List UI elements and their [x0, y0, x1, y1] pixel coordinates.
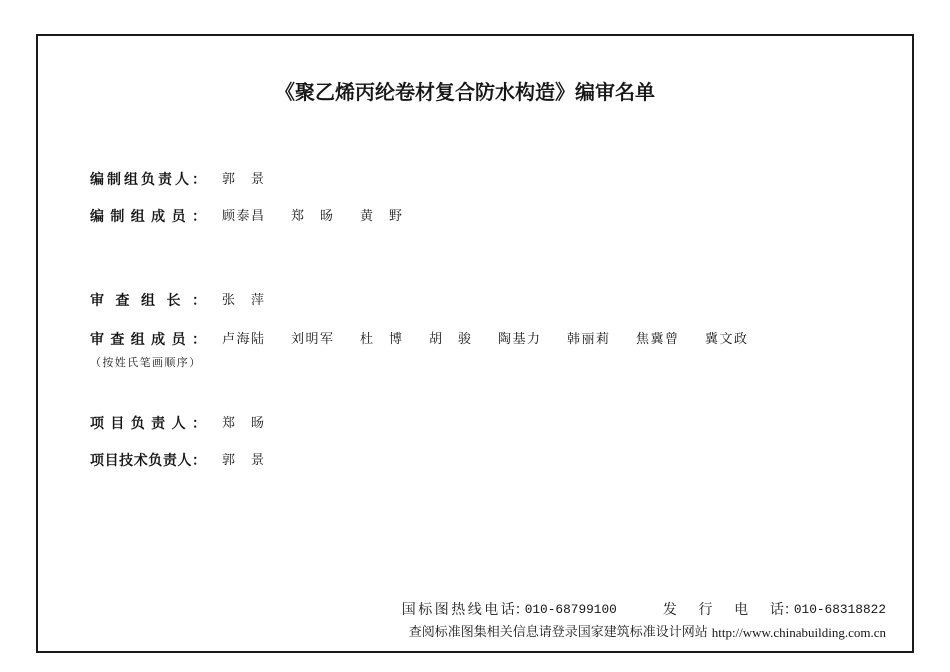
justified-text: [222, 291, 264, 311]
project-leader-label: [90, 414, 206, 434]
glyph: 萍: [250, 293, 264, 308]
glyph: 黄: [360, 209, 374, 224]
compilation-member-name: [222, 207, 264, 227]
glyph: 刘: [291, 332, 305, 347]
justified-text: [360, 330, 402, 350]
compilation-members-row: [90, 207, 429, 227]
glyph: 莉: [595, 332, 609, 347]
glyph: 话: [769, 602, 784, 618]
review-member-name: [636, 330, 678, 350]
justified-text: [567, 330, 609, 350]
glyph: 热: [451, 602, 466, 618]
justified-text: [90, 170, 206, 190]
glyph: 员: [171, 209, 186, 225]
glyph: 长: [166, 293, 181, 309]
review-leader-names: [222, 291, 291, 311]
justified-text: [498, 330, 540, 350]
glyph: 组: [130, 332, 145, 348]
glyph: 审: [90, 332, 104, 348]
compilation-member-name: [360, 207, 402, 227]
glyph: ：: [191, 453, 206, 469]
glyph: 曾: [664, 332, 678, 347]
justified-text: [291, 207, 333, 227]
footer-website-line: [409, 624, 886, 642]
glyph: 标: [418, 602, 433, 618]
justified-text: [429, 330, 471, 350]
glyph: 张: [222, 293, 236, 308]
glyph: 项: [90, 453, 104, 469]
glyph: 成: [151, 332, 166, 348]
justified-text: [90, 291, 206, 311]
glyph: 图: [434, 602, 449, 618]
review-member-name: [222, 330, 264, 350]
glyph: 责: [162, 453, 177, 469]
footer-phone-line: [402, 600, 886, 620]
glyph: 野: [388, 209, 402, 224]
hotline-label: [401, 600, 529, 620]
glyph: 目: [104, 453, 119, 469]
justified-text: [222, 330, 264, 350]
glyph: 丽: [581, 332, 595, 347]
justified-text: [90, 414, 206, 434]
glyph: 陆: [250, 332, 264, 347]
glyph: 郑: [222, 416, 236, 431]
compilation-members-label: [90, 207, 206, 227]
glyph: 博: [388, 332, 402, 347]
glyph: 景: [250, 172, 264, 187]
compilation-leader-name: [222, 170, 264, 190]
review-member-name: [705, 330, 747, 350]
justified-text: [222, 414, 264, 434]
glyph: 陶: [498, 332, 512, 347]
glyph: 负: [148, 453, 163, 469]
glyph: 政: [733, 332, 747, 347]
compilation-leader-label: [90, 170, 206, 190]
glyph: 查: [115, 293, 130, 309]
review-member-name: [429, 330, 471, 350]
glyph: 负: [141, 172, 155, 188]
glyph: 行: [698, 602, 713, 618]
glyph: 负: [130, 416, 145, 432]
glyph: 制: [107, 172, 121, 188]
glyph: ：: [191, 416, 206, 432]
glyph: 编: [90, 172, 104, 188]
review-member-name: [498, 330, 540, 350]
project-leader-name: [222, 414, 264, 434]
justified-text: [90, 207, 206, 227]
tech-leader-name: [222, 451, 264, 471]
justified-text: [222, 207, 264, 227]
tech-leader-label: [90, 451, 206, 471]
glyph: 组: [124, 172, 138, 188]
glyph: 郭: [222, 453, 236, 468]
justified-text: [222, 451, 264, 471]
distribution-label: [662, 600, 798, 620]
justified-text: [402, 600, 515, 620]
glyph: 国: [401, 602, 416, 618]
glyph: 组: [141, 293, 155, 309]
glyph: 电: [484, 602, 499, 618]
glyph: ：: [192, 293, 206, 309]
footer-spacer: [617, 610, 663, 611]
glyph: 制: [110, 209, 125, 225]
glyph: 冀: [650, 332, 664, 347]
glyph: 发: [662, 602, 677, 618]
justified-text: [663, 600, 784, 620]
glyph: 审: [90, 293, 104, 309]
glyph: 明: [305, 332, 319, 347]
sort-order-note: （按姓氏笔画顺序）: [90, 356, 202, 369]
glyph: 技: [119, 453, 134, 469]
review-leader-row: [90, 291, 291, 311]
glyph: 线: [467, 602, 482, 618]
distribution-number: 010-68318822: [793, 602, 886, 617]
glyph: 查: [110, 332, 125, 348]
glyph: 泰: [236, 209, 250, 224]
tech-leader-names: [222, 451, 291, 471]
glyph: ：: [192, 172, 206, 188]
tech-leader-row: [90, 451, 291, 471]
glyph: ：: [191, 209, 206, 225]
compilation-leader-row: [90, 170, 291, 190]
compilation-member-name: [291, 207, 333, 227]
glyph: 话: [500, 602, 515, 618]
colon: ：: [514, 602, 529, 618]
glyph: 卢: [222, 332, 236, 347]
glyph: 海: [236, 332, 250, 347]
website-notice: 查阅标准图集相关信息请登录国家建筑标准设计网站: [408, 625, 708, 640]
justified-text: [636, 330, 678, 350]
justified-text: [90, 330, 206, 350]
project-leader-names: [222, 414, 291, 434]
glyph: 电: [734, 602, 749, 618]
glyph: 焦: [636, 332, 650, 347]
website-url: http://www.chinabuilding.com.cn: [711, 625, 886, 640]
justified-text: [705, 330, 747, 350]
review-member-names: [222, 330, 774, 350]
review-members-row: [90, 330, 774, 350]
glyph: 郑: [291, 209, 305, 224]
review-members-label: [90, 330, 206, 350]
glyph: 编: [90, 209, 104, 225]
review-leader-name: [222, 291, 264, 311]
glyph: 军: [319, 332, 333, 347]
review-member-name: [291, 330, 333, 350]
glyph: 旸: [319, 209, 333, 224]
justified-text: [90, 451, 206, 471]
justified-text: [360, 207, 402, 227]
glyph: 责: [151, 416, 166, 432]
justified-text: [222, 170, 264, 190]
glyph: 昌: [250, 209, 264, 224]
glyph: 术: [133, 453, 148, 469]
compilation-leader-names: [222, 170, 291, 190]
glyph: 杜: [360, 332, 374, 347]
document-title: 《聚乙烯丙纶卷材复合防水构造》编审名单: [275, 80, 655, 104]
glyph: 冀: [705, 332, 719, 347]
glyph: ：: [191, 332, 206, 348]
justified-text: [291, 330, 333, 350]
glyph: 胡: [429, 332, 443, 347]
glyph: 组: [130, 209, 145, 225]
hotline-number: 010-68799100: [524, 602, 617, 617]
glyph: 顾: [222, 209, 236, 224]
glyph: 力: [526, 332, 540, 347]
glyph: 人: [171, 416, 186, 432]
glyph: 韩: [567, 332, 581, 347]
glyph: 骏: [457, 332, 471, 347]
glyph: 旸: [250, 416, 264, 431]
glyph: 责: [158, 172, 172, 188]
glyph: 郭: [222, 172, 236, 187]
compilation-member-names: [222, 207, 429, 227]
glyph: 景: [250, 453, 264, 468]
glyph: 人: [175, 172, 189, 188]
glyph: 项: [90, 416, 104, 432]
glyph: 人: [177, 453, 192, 469]
glyph: 员: [171, 332, 186, 348]
colon: ：: [783, 602, 798, 618]
glyph: 成: [151, 209, 166, 225]
glyph: 目: [110, 416, 125, 432]
project-leader-row: [90, 414, 291, 434]
glyph: 基: [512, 332, 526, 347]
glyph: 文: [719, 332, 733, 347]
review-member-name: [360, 330, 402, 350]
review-leader-label: [90, 291, 206, 311]
review-member-name: [567, 330, 609, 350]
